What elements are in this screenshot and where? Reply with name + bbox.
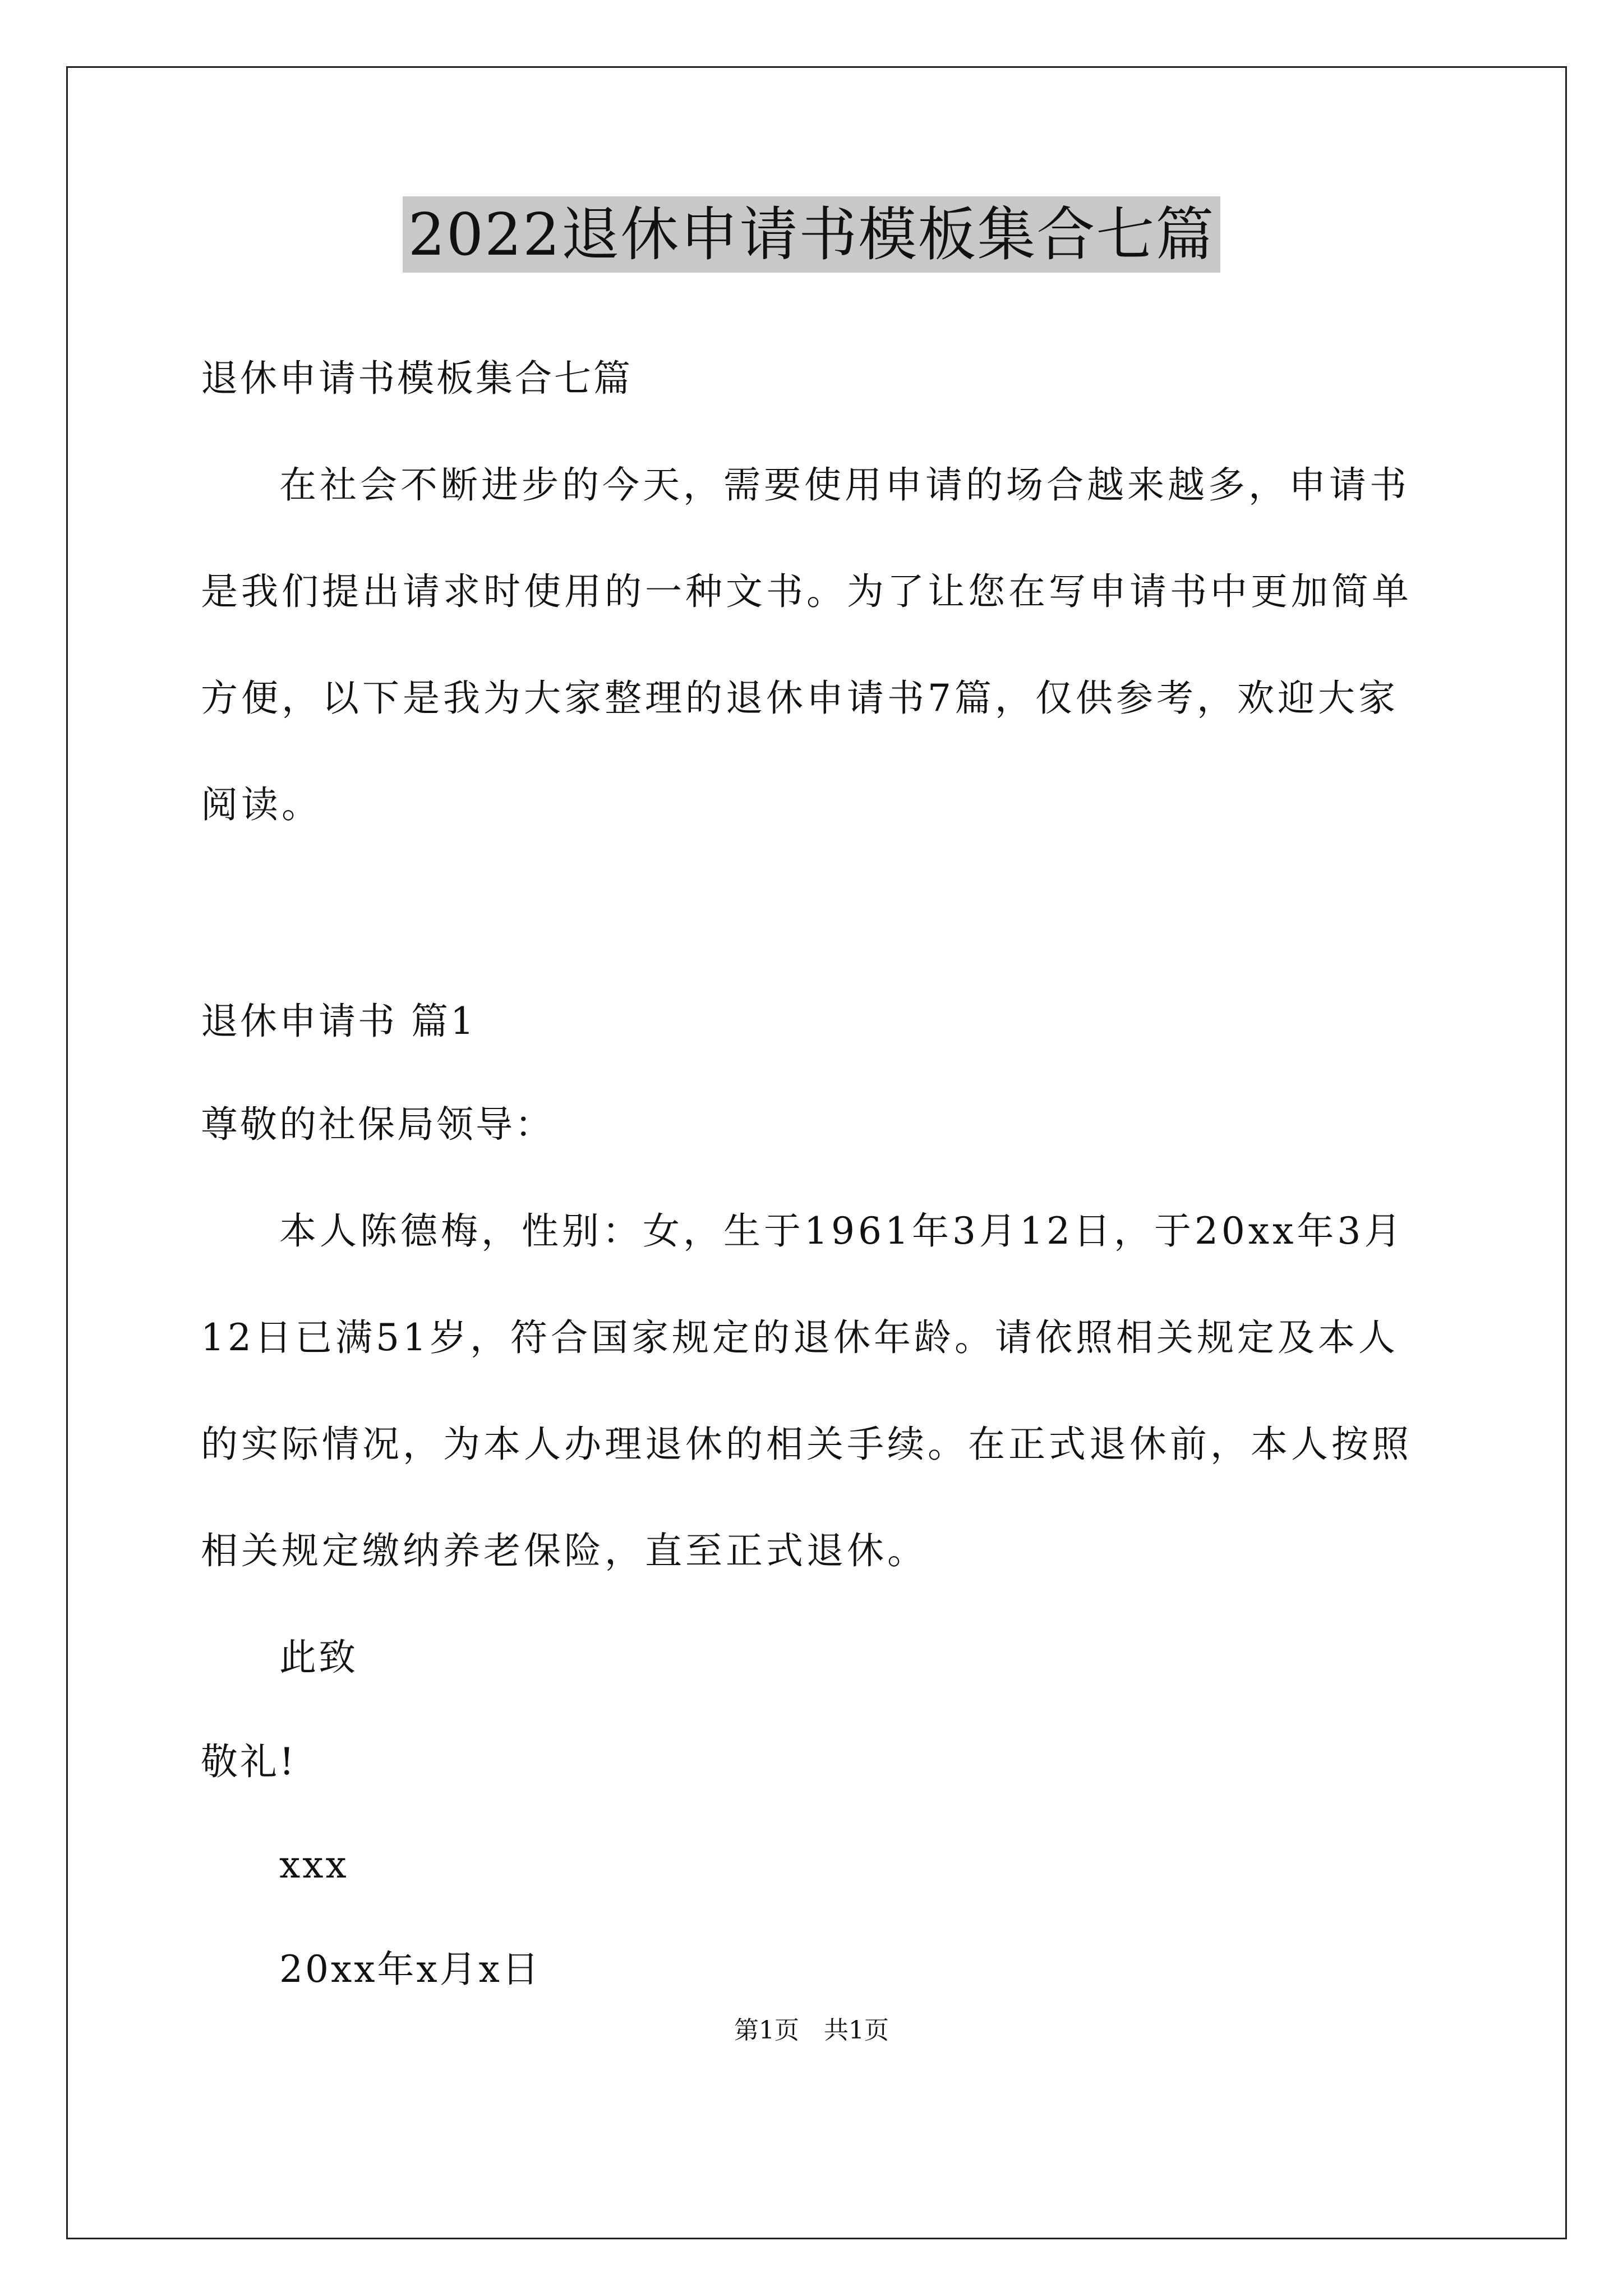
document-title: 2022退休申请书模板集合七篇 xyxy=(403,196,1221,273)
document-subtitle: 退休申请书模板集合七篇 xyxy=(201,357,633,400)
page-footer: 第1页 共1页 xyxy=(734,2016,889,2045)
closing-regards: 此致 xyxy=(279,1636,358,1679)
date-line: 20xx年x月x日 xyxy=(279,1948,541,1991)
section-heading: 退休申请书 篇1 xyxy=(201,1000,476,1043)
body-paragraph: 本人陈德梅，性别：女，生于1961年3月12日，于20xx年3月12日已满51岁，符合国家规定的退休年龄。请依照相关规定及本人的实际情况，为本人办理退休的相关手续。在正式退休前，本人按照相关规定缴纳养老保险，直至正式退休。 xyxy=(201,1209,1412,1572)
intro-paragraph: 在社会不断进步的今天，需要使用申请的场合越来越多，申请书是我们提出请求时使用的一种文书。为了让您在写申请书中更加简单方便，以下是我为大家整理的退休申请书7篇，仅供参考，欢迎大家阅读。 xyxy=(201,463,1412,826)
closing-salute: 敬礼! xyxy=(201,1740,297,1783)
title-wrapper xyxy=(0,196,1623,273)
signature: xxx xyxy=(279,1843,349,1887)
salutation: 尊敬的社保局领导： xyxy=(201,1103,554,1146)
